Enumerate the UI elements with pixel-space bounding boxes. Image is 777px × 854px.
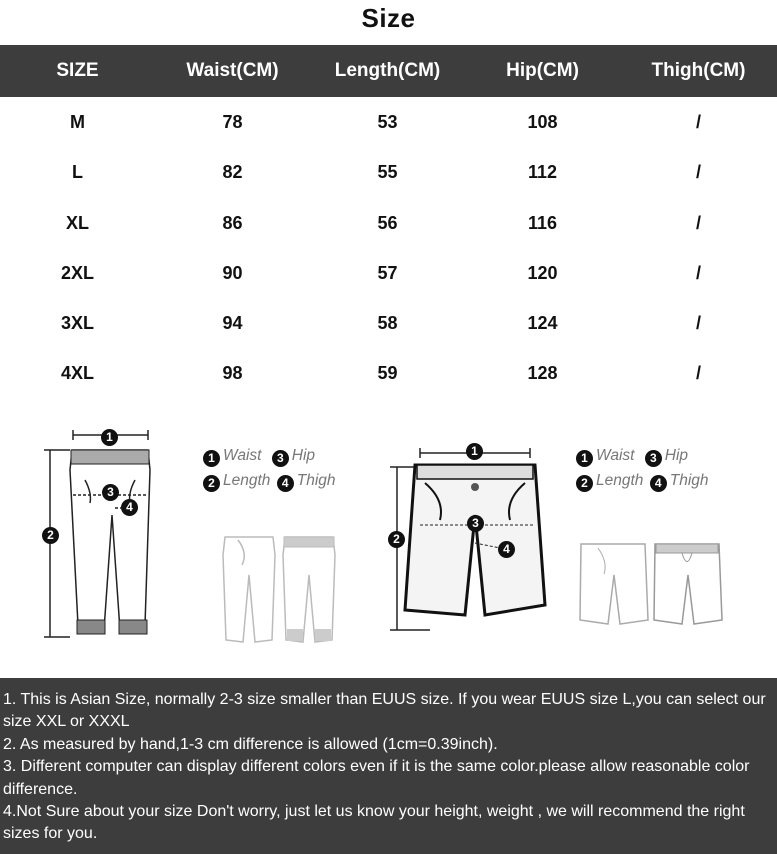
cell-thigh: / [695, 262, 701, 283]
table-row [0, 248, 777, 298]
marker-3-icon: 3 [467, 515, 484, 532]
note-item: 3. Different computer can display different colors even if it is the same color.please allow reasonable color difference. [3, 758, 750, 798]
cell-thigh: / [695, 162, 701, 183]
note-item: 1. This is Asian Size, normally 2-3 size smaller than EUUS size. If you wear EUUS size L,you can select our size XXL or XXXL [3, 691, 766, 731]
table-row [0, 298, 777, 348]
cell-waist: 94 [222, 313, 243, 334]
cell-length: 57 [377, 262, 398, 283]
legend-waist: Waist [223, 447, 262, 464]
cell-size: 4XL [60, 363, 94, 384]
cell-length: 53 [377, 112, 398, 132]
long-pants-measure-diagram [40, 425, 180, 645]
header-thigh: Thigh(CM) [651, 60, 746, 81]
page-title: Size [361, 3, 416, 33]
cell-waist: 98 [222, 363, 243, 384]
marker-2-icon: 2 [42, 527, 59, 544]
cell-thigh: / [695, 313, 701, 334]
cell-thigh: / [695, 363, 701, 384]
cell-waist: 90 [222, 262, 243, 283]
table-row [0, 147, 777, 197]
header-length: Length(CM) [334, 60, 441, 81]
size-table-body [0, 97, 777, 399]
legend-hip: Hip [664, 447, 689, 464]
marker-2-icon: 2 [576, 475, 593, 492]
table-row [0, 198, 777, 248]
marker-4-icon: 4 [121, 499, 138, 516]
marker-1-icon: 1 [203, 450, 220, 467]
marker-4-icon: 4 [650, 475, 667, 492]
cell-hip: 108 [527, 112, 558, 132]
header-size: SIZE [56, 60, 99, 81]
cell-length: 55 [377, 162, 398, 183]
cell-hip: 116 [527, 212, 558, 233]
marker-3-icon: 3 [645, 450, 662, 467]
long-pants-front-icon [220, 535, 280, 645]
marker-2-icon: 2 [203, 475, 220, 492]
legend-hip: Hip [291, 447, 316, 464]
legend-length: Length [596, 472, 644, 489]
header-hip: Hip(CM) [506, 60, 579, 81]
cell-thigh: / [695, 112, 701, 132]
marker-1-icon: 1 [576, 450, 593, 467]
legend-waist: Waist [596, 447, 635, 464]
cell-thigh: / [695, 212, 701, 233]
marker-4-icon: 4 [277, 475, 294, 492]
header-waist: Waist(CM) [186, 60, 279, 81]
cell-size: XL [65, 212, 89, 233]
note-item: 4.Not Sure about your size Don't worry, just let us know your height, weight , we will recommend the right sizes for you. [3, 803, 745, 843]
marker-2-icon: 2 [388, 531, 405, 548]
marker-3-icon: 3 [102, 484, 119, 501]
cell-size: M [70, 112, 85, 132]
cell-size: 2XL [60, 262, 94, 283]
cell-hip: 112 [527, 162, 558, 183]
legend-length: Length [223, 472, 271, 489]
long-pants-back-icon [280, 535, 340, 645]
marker-3-icon: 3 [272, 450, 289, 467]
notes-panel [0, 678, 777, 854]
table-row [0, 348, 777, 398]
cell-waist: 86 [222, 212, 243, 233]
legend-thigh: Thigh [296, 472, 336, 489]
shorts-front-icon [578, 540, 650, 630]
cell-hip: 124 [527, 313, 558, 334]
cell-hip: 128 [527, 363, 558, 384]
shorts-back-icon [652, 540, 724, 630]
marker-4-icon: 4 [498, 541, 515, 558]
legend-pants [203, 443, 342, 493]
marker-1-icon: 1 [466, 443, 483, 460]
cell-size: L [72, 162, 83, 183]
cell-waist: 78 [222, 112, 243, 132]
marker-1-icon: 1 [101, 429, 118, 446]
cell-length: 56 [377, 212, 398, 233]
legend-thigh: Thigh [669, 472, 709, 489]
cell-length: 58 [377, 313, 398, 334]
note-item: 2. As measured by hand,1-3 cm difference is allowed (1cm=0.39inch). [3, 735, 498, 753]
table-row [0, 97, 777, 147]
legend-shorts [576, 443, 715, 493]
cell-hip: 120 [527, 262, 558, 283]
cell-waist: 82 [222, 162, 243, 183]
cell-size: 3XL [60, 313, 94, 334]
size-table-header [0, 45, 777, 97]
cell-length: 59 [377, 363, 398, 384]
